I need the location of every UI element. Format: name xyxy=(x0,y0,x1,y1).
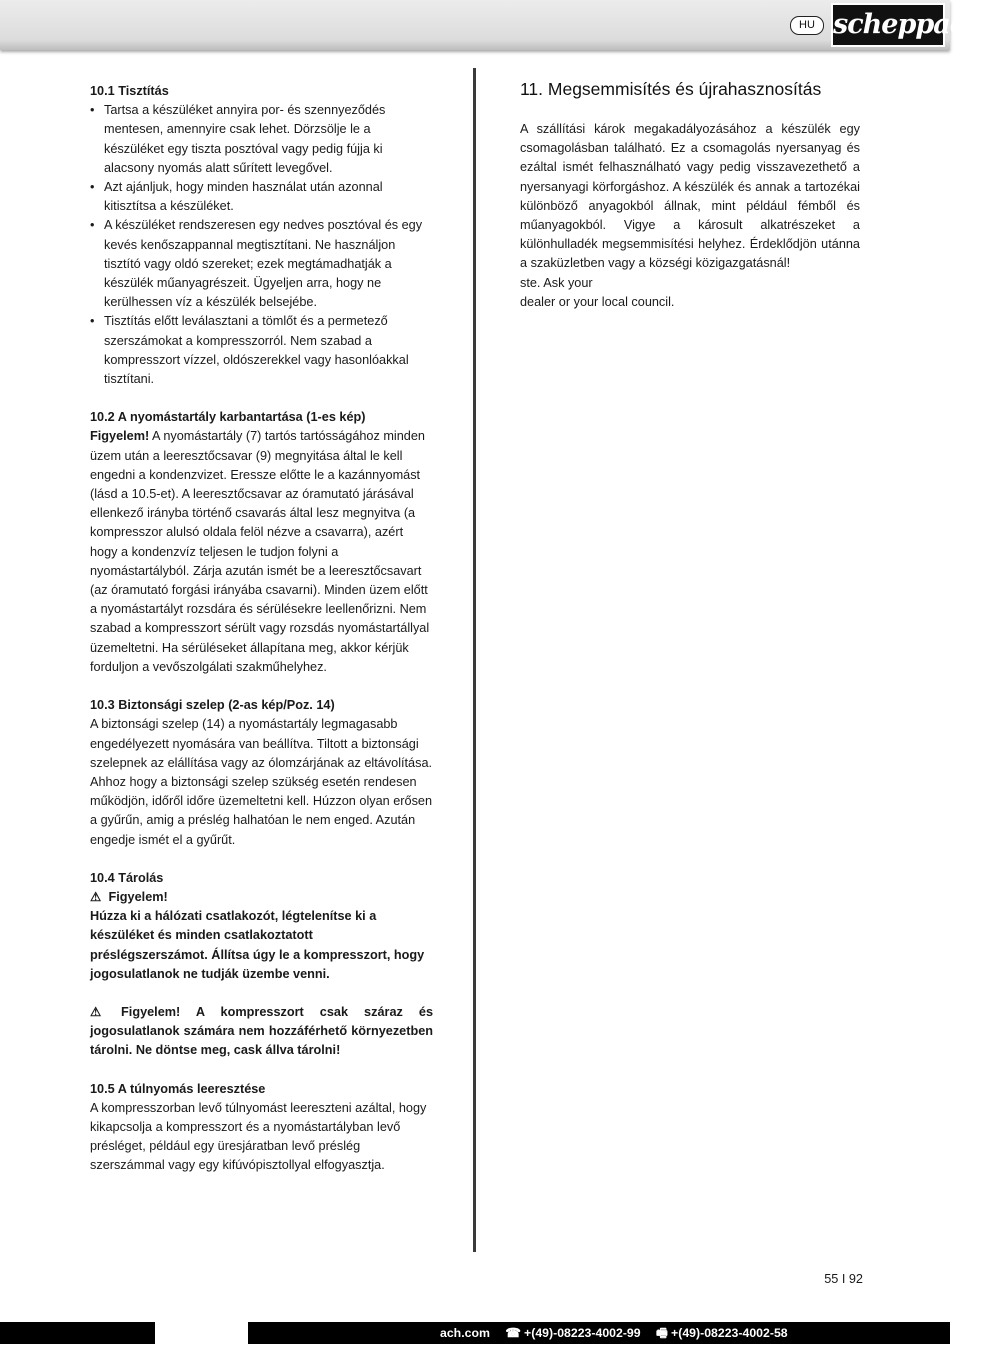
cleaning-list xyxy=(90,101,433,389)
warning-text: Figyelem! A kompresszort csak száraz és jogosulatlanok számára nem hozzáférhető környezetben tárolni. Ne döntse meg, cask állva tárolni! xyxy=(90,1004,433,1058)
section-storage xyxy=(90,869,433,1061)
footer-phone: ☎ +(49)-08223-4002-99 xyxy=(505,1326,641,1340)
list-item: • Azt ajánljuk, hogy minden használat után azonnal kitisztítsa a készüléket. xyxy=(90,178,433,216)
list-item: • Tisztítás előtt leválasztani a tömlőt és a permetező szerszámokat a kompresszorról. Nem szabad a kompresszort vízzel, oldószerekkel vagy hasonlóakkal tisztítani. xyxy=(90,312,433,389)
section-heading: 11. Megsemmisítés és újrahasznosítás xyxy=(520,79,822,99)
section-cleaning xyxy=(90,82,433,389)
warning-text: Húzza ki a hálózati csatlakozót, légtelenítse ki a készüléket és minden csatlakoztatott préslégszerszámot. Állítsa úgy le a kompresszort, hogy jogosulatlanok ne tudják üzembe venni. xyxy=(90,909,425,981)
paragraph: A szállítási károk megakadályozásához a készülék egy csomagolásban található. Ez a csomagolás nyersanyag és ezáltal ismét felhasználható vagy pedig visszavezethető a nyersanyagi körforgáshoz. A készülék és annak a tartozékai különböző anyagokból állnak, mint például fémből és műanyagokból. Vigye a károsult alkatrészeket a különhulladék megsemmisítési helyhez. Érdeklődjön utánna a szaküzletben vagy a községi közigazgatásnál! xyxy=(520,122,860,271)
right-column xyxy=(520,76,860,312)
column-divider xyxy=(473,68,476,1252)
warning-icon: ⚠ xyxy=(90,889,102,904)
footer-gap xyxy=(155,1322,248,1344)
section-tank-maintenance xyxy=(90,408,433,677)
brand-logo: scheppach xyxy=(831,3,945,47)
footer-fax: 🖷 +(49)-08223-4002-58 xyxy=(656,1326,788,1340)
section-heading: 10.3 Biztonsági szelep (2-as kép/Poz. 14) xyxy=(90,698,335,713)
list-item: • Tartsa a készüléket annyira por- és szennyeződés mentesen, amennyire csak lehet. Dörzsölje le a készüléket egy tiszta posztóval vagy pedig fújja ki alacsony nyomás alatt sűrített levegővel. xyxy=(90,101,433,178)
section-safety-valve xyxy=(90,696,433,850)
paragraph xyxy=(90,427,433,677)
paragraph: A kompresszorban levő túlnyomást leereszteni azáltal, hogy kikapcsolja a kompresszort és a nyomástartályban levő présléget, például egy üresjáratban levő préslég szerszámmal vagy egy kifúvópisztollyal elfogyasztja. xyxy=(90,1100,427,1173)
section-heading: 10.4 Tárolás xyxy=(90,870,164,885)
footer-website[interactable]: ach.com xyxy=(440,1326,490,1340)
list-item: • A készüléket rendszeresen egy nedves posztóval és egy kevés kenőszappannal megtisztítani. Ne használjon tisztító vagy oldó szereket; ezek megtámadhatják a készülék műanyagrészeit. Ügyeljen arra, hogy ne kerülhessen víz a készülék belsejébe. xyxy=(90,216,433,312)
paragraph-fragment: ste. Ask your xyxy=(520,275,593,290)
left-column xyxy=(90,82,433,1195)
warning-label: Figyelem! xyxy=(108,889,168,904)
warning-line xyxy=(90,888,433,907)
paragraph-body: A nyomástartály (7) tartós tartósságához minden üzem után a leeresztőcsavar (9) megnyitása által le kell engedni a kondenzvizet. Eressze előtte le a kazánnyomást (lásd a 10.5-et). A leeresztőcsavar az óramutató járásával ellenkező irányba történő csavarás által lesz megnyitva (a kompresszor alulsó oldala felöl nézve a csavarra), azért hogy a kondenzvíz teljesen le tudjon folyni a nyomástartályból. Zárja azután ismét be a leeresztőcsavart (az óramutató forgási irányába csavarni). Minden üzem előtt a nyomástartályt rozsdára és sérülésekre leellenőrizni. Nem szabad a kompresszort sérült vagy rozsdás nyomástartállyal üzemeltetni. Ha sérüléseket állapítana meg, akkor kérjük forduljon a vevőszolgálati szakműhelyhez. xyxy=(90,429,430,674)
section-heading: 10.5 A túlnyomás leeresztése xyxy=(90,1081,266,1096)
language-badge: HU xyxy=(790,16,824,35)
paragraph: A biztonsági szelep (14) a nyomástartály legmagasabb engedélyezett nyomására van beállítva. Tiltott a biztonsági szelepnek az elállítása vagy az ólomzárjának az eltávolítása. Ahhoz hogy a biztonsági szelep szükség esetén rendesen működjön, időről időre üzemeltetni kell. Húzzon olyan erősen a gyűrűn, amig a préslég halhatóan le nem enged. Azután engedje ismét el a gyűrűt. xyxy=(90,717,433,847)
section-pressure-release xyxy=(90,1080,433,1176)
warning-icon: ⚠ xyxy=(90,1004,102,1019)
page-number: 55 I 92 xyxy=(824,1272,863,1286)
footer-contact xyxy=(440,1322,800,1344)
warning-lead: Figyelem! xyxy=(90,429,150,444)
paragraph-fragment: dealer or your local council. xyxy=(520,294,675,309)
section-heading: 10.2 A nyomástartály karbantartása (1-es kép) xyxy=(90,410,366,425)
section-heading: 10.1 Tisztítás xyxy=(90,84,169,98)
warning-paragraph xyxy=(90,1003,433,1061)
